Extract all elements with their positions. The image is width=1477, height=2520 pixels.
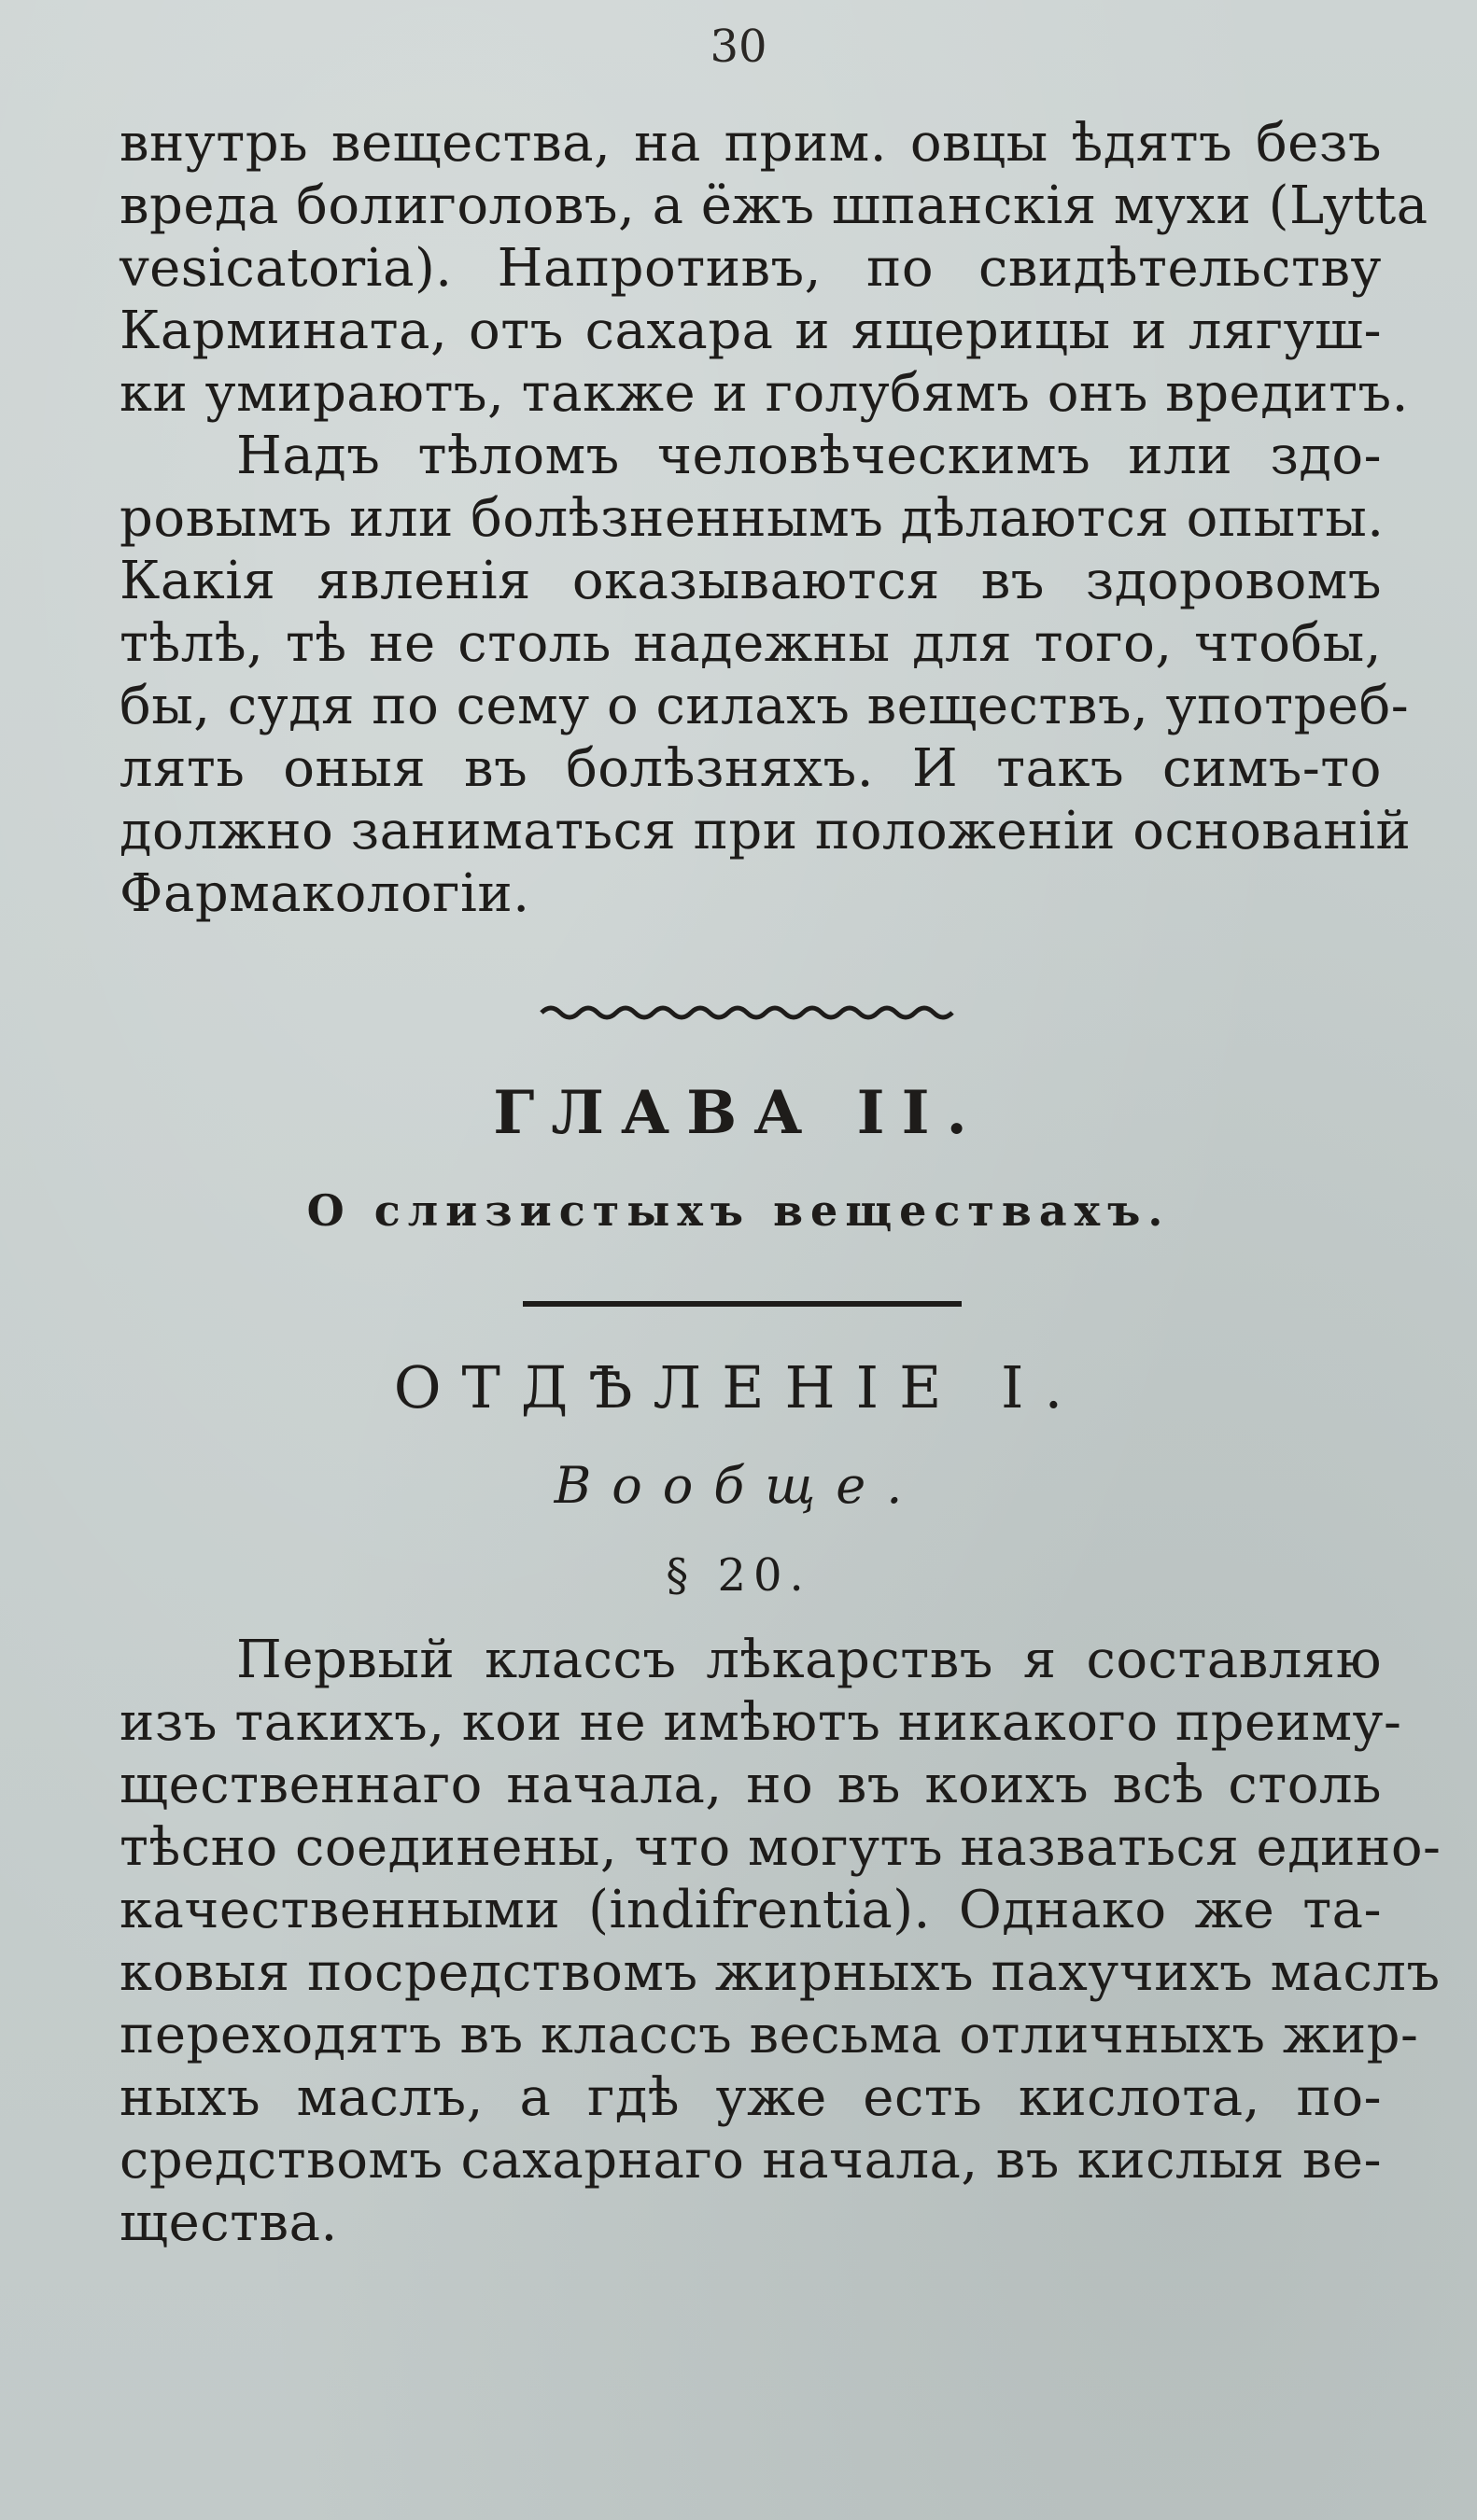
text-line: ки умираютъ, также и голубямъ онъ вредитъ. xyxy=(120,363,1409,424)
text-line: щества. xyxy=(120,2192,338,2253)
body-paragraph xyxy=(120,1629,1442,2254)
text-line: тѣлѣ, тѣ не столь надежны для того, чтобы, xyxy=(120,613,1382,674)
text-line: Надъ тѣломъ человѣческимъ или здо- xyxy=(236,426,1382,486)
text-line: качественными (indifrentia). Однако же та- xyxy=(120,1880,1382,1940)
text-line: тѣсно соединены, что могутъ назваться едино- xyxy=(120,1817,1442,1878)
text-line: Первый классъ лѣкарствъ я составляю xyxy=(236,1630,1382,1690)
chapter-title: ГЛАВА II. xyxy=(493,1078,984,1148)
text-line: вреда болиголовъ, а ёжъ шпанскія мухи (Lytta xyxy=(120,175,1428,236)
text-line: ровымъ или болѣзненнымъ дѣлаются опыты. xyxy=(120,488,1385,549)
text-line: щественнаго начала, но въ коихъ всѣ столь xyxy=(120,1755,1382,1815)
section-title: ОТДѢЛЕНІЕ I. xyxy=(393,1353,1084,1421)
line-separator xyxy=(523,1297,962,1310)
text-line: изъ такихъ, кои не имѣютъ никакого преиму- xyxy=(120,1692,1402,1753)
page-number: 30 xyxy=(710,21,767,73)
paragraph-mark: § 20. xyxy=(666,1549,811,1602)
text-line: ковыя посредствомъ жирныхъ пахучихъ маслъ xyxy=(120,1942,1441,2003)
text-line: Кармината, отъ сахара и ящерицы и лягуш- xyxy=(120,301,1382,361)
text-line: бы, судя по сему о силахъ веществъ, употреб- xyxy=(120,676,1410,736)
text-line: Фармакологіи. xyxy=(120,863,530,924)
second-paragraph xyxy=(120,425,1412,925)
wavy-separator xyxy=(537,999,957,1027)
text-line: vesicatoria). Напротивъ, по свидѣтельству xyxy=(120,238,1382,299)
text-line: внутрь вещества, на прим. овцы ѣдятъ безъ xyxy=(120,113,1382,174)
text-line: должно заниматься при положеніи основаній xyxy=(120,801,1412,861)
text-line: лять оныя въ болѣзняхъ. И такъ симъ-то xyxy=(120,738,1382,799)
top-paragraph xyxy=(120,112,1428,425)
section-subtitle: Вообще. xyxy=(554,1456,923,1515)
text-line: переходятъ въ классъ весьма отличныхъ жир- xyxy=(120,2005,1419,2065)
text-line: средствомъ сахарнаго начала, въ кислыя ве- xyxy=(120,2130,1382,2191)
text-line: ныхъ маслъ, а гдѣ уже есть кислота, по- xyxy=(120,2067,1382,2128)
text-line: Какія явленія оказываются въ здоровомъ xyxy=(120,551,1382,611)
chapter-subtitle: О слизистыхъ веществахъ. xyxy=(306,1185,1171,1236)
